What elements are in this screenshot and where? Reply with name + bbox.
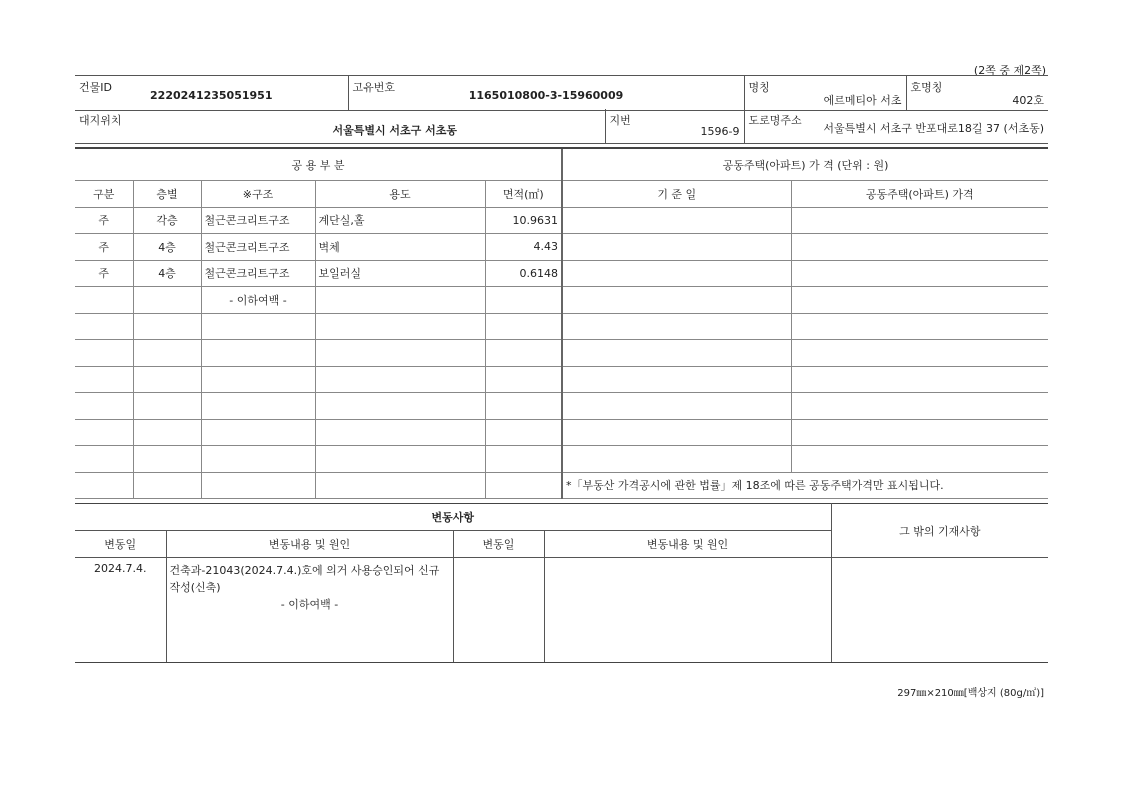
col-header-type: 구분 bbox=[75, 181, 133, 208]
change-date-2 bbox=[453, 558, 544, 663]
header-site-table bbox=[75, 109, 1048, 144]
change-content-cell bbox=[166, 558, 453, 663]
cell-price bbox=[791, 207, 1048, 234]
table-row bbox=[75, 446, 1048, 473]
cell-area: 4.43 bbox=[485, 234, 562, 261]
change-content: 건축과-21043(2024.7.4.)호에 의거 사용승인되어 신규작성(신축) bbox=[169, 564, 440, 594]
table-row bbox=[75, 366, 1048, 393]
site-label: 대지위치 bbox=[79, 114, 122, 127]
blank-mark: - 이하여백 - bbox=[201, 287, 315, 314]
cell-area: 10.9631 bbox=[485, 207, 562, 234]
col-header-change-content-2: 변동내용 및 원인 bbox=[544, 531, 831, 558]
col-header-change-date: 변동일 bbox=[75, 531, 166, 558]
col-header-base-date: 기 준 일 bbox=[562, 181, 791, 208]
col-header-price: 공동주택(아파트) 가격 bbox=[791, 181, 1048, 208]
unit-label: 호명칭 bbox=[910, 81, 943, 94]
cell-base-date bbox=[562, 260, 791, 287]
unique-no-label: 고유번호 bbox=[352, 81, 396, 94]
price-section-title: 공동주택(아파트) 가 격 (단위 : 원) bbox=[562, 148, 1048, 181]
cell-type bbox=[75, 287, 133, 314]
cell-floor: 4층 bbox=[133, 234, 201, 261]
table-row bbox=[75, 207, 1048, 234]
cell-price bbox=[791, 234, 1048, 261]
price-note: *「부동산 가격공시에 관한 법률」제 18조에 따른 공동주택가격만 표시됩니다. bbox=[562, 472, 1048, 499]
other-notes-title: 그 밖의 기재사항 bbox=[831, 504, 1048, 558]
header-info-table bbox=[75, 75, 1048, 111]
cell-type: 주 bbox=[75, 260, 133, 287]
cell-price bbox=[791, 287, 1048, 314]
cell-area bbox=[485, 287, 562, 314]
unique-no-value: 1165010800-3-15960009 bbox=[468, 89, 624, 102]
cell-use: 보일러실 bbox=[315, 260, 485, 287]
building-id-cell bbox=[75, 76, 348, 111]
table-row bbox=[75, 234, 1048, 261]
road-cell bbox=[744, 109, 1048, 144]
cell-use: 벽체 bbox=[315, 234, 485, 261]
change-history-table bbox=[75, 503, 1048, 663]
cell-floor: 4층 bbox=[133, 260, 201, 287]
cell-structure: 철근콘크리트구조 bbox=[201, 260, 315, 287]
unique-no-cell bbox=[348, 76, 744, 111]
col-header-area: 면적(㎡) bbox=[485, 181, 562, 208]
cell-floor bbox=[133, 287, 201, 314]
lot-label: 지번 bbox=[609, 114, 631, 127]
cell-type: 주 bbox=[75, 234, 133, 261]
table-row bbox=[75, 287, 1048, 314]
road-label: 도로명주소 bbox=[748, 114, 802, 127]
col-header-use: 용도 bbox=[315, 181, 485, 208]
cell-base-date bbox=[562, 207, 791, 234]
table-row bbox=[75, 340, 1048, 367]
lot-value: 1596-9 bbox=[700, 125, 740, 138]
cell-use bbox=[315, 287, 485, 314]
cell-type: 주 bbox=[75, 207, 133, 234]
unit-cell bbox=[906, 76, 1048, 111]
table-row bbox=[75, 313, 1048, 340]
cell-base-date bbox=[562, 287, 791, 314]
paper-spec-footer: 297㎜×210㎜[백상지 (80g/㎡)] bbox=[897, 688, 1044, 699]
table-row bbox=[75, 260, 1048, 287]
cell-structure: 철근콘크리트구조 bbox=[201, 234, 315, 261]
cell-price bbox=[791, 260, 1048, 287]
cell-base-date bbox=[562, 234, 791, 261]
lot-cell bbox=[605, 109, 744, 144]
page-info: (2쪽 중 제2쪽) bbox=[973, 64, 1046, 77]
table-row bbox=[75, 419, 1048, 446]
change-content-2 bbox=[544, 558, 831, 663]
building-id-label: 건물ID bbox=[79, 81, 112, 94]
common-section-title: 공 용 부 분 bbox=[75, 148, 562, 181]
name-cell bbox=[744, 76, 906, 111]
building-id-value: 2220241235051951 bbox=[150, 89, 273, 102]
common-area-table bbox=[75, 147, 1048, 499]
col-header-change-date-2: 변동일 bbox=[453, 531, 544, 558]
table-row bbox=[75, 393, 1048, 420]
table-row bbox=[75, 472, 1048, 499]
change-blank-mark: - 이하여백 - bbox=[280, 598, 339, 611]
cell-use: 계단실,홀 bbox=[315, 207, 485, 234]
col-header-floor: 층별 bbox=[133, 181, 201, 208]
changes-title: 변동사항 bbox=[75, 504, 831, 531]
name-label: 명칭 bbox=[748, 81, 770, 94]
unit-value: 402호 bbox=[1012, 94, 1044, 107]
name-value: 에르메티아 서초 bbox=[823, 94, 902, 107]
cell-structure: 철근콘크리트구조 bbox=[201, 207, 315, 234]
col-header-change-content: 변동내용 및 원인 bbox=[166, 531, 453, 558]
change-date: 2024.7.4. bbox=[75, 558, 166, 663]
other-notes-content bbox=[831, 558, 1048, 663]
road-value: 서울특별시 서초구 반포대로18길 37 (서초동) bbox=[823, 122, 1044, 135]
col-header-structure: ※구조 bbox=[201, 181, 315, 208]
cell-area: 0.6148 bbox=[485, 260, 562, 287]
cell-floor: 각층 bbox=[133, 207, 201, 234]
site-cell bbox=[75, 109, 605, 144]
site-value: 서울특별시 서초구 서초동 bbox=[332, 124, 458, 137]
